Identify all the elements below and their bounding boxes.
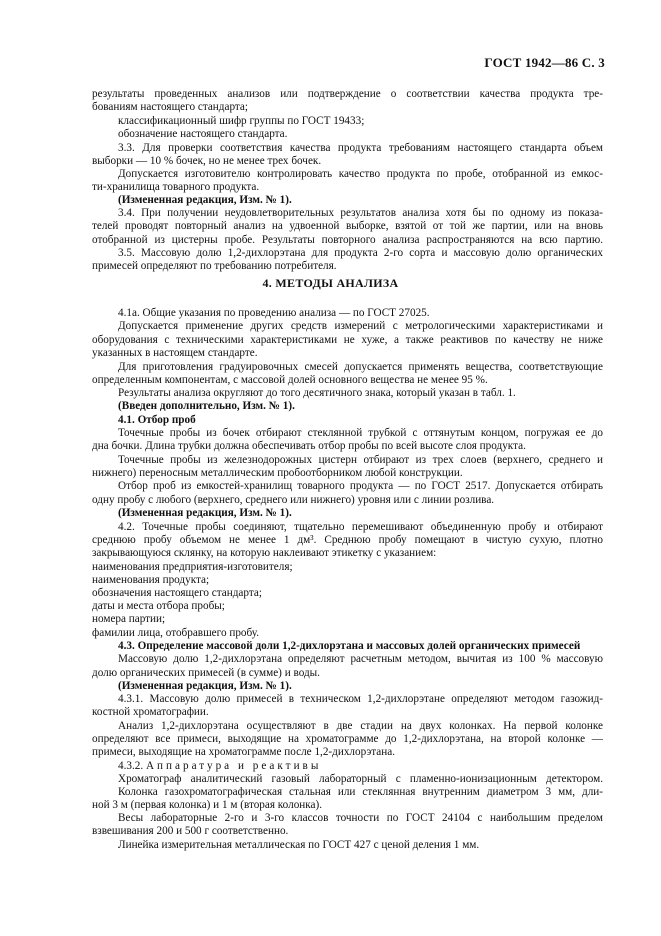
text-line: отобранной из цистерны пробе. Результаты повторного анализа распространяются на всю партию. [92, 234, 603, 246]
text-line: 4.1а. Общие указания по проведению анализа — по ГОСТ 27025. [118, 307, 430, 319]
text-line: закрывающуюся склянку, на которую наклеивают этикетку с указанием: [92, 547, 437, 559]
text-line: костной хроматографии. [92, 706, 209, 718]
text-line: Допускается изготовителю контролировать качество продукта по пробе, отобранной из емкос- [118, 168, 603, 180]
text-line: даты и места отбора пробы; [92, 600, 225, 612]
text-line: телей проводят повторный анализ на удвоенной выборке, взятой от той же партии, или на вновь [92, 220, 603, 232]
text-line: примеси, выходящие на хроматограмме после 1,2-дихлорэтана. [92, 746, 396, 758]
bold-line: 4.1. Отбор проб [118, 414, 196, 426]
bold-line: (Введен дополнительно, Изм. № 1). [118, 400, 295, 412]
text-line: выборки — 10 % бочек, но не менее трех бочек. [92, 155, 322, 167]
text-line: Точечные пробы из железнодорожных цистерн отбирают из трех слоев (верхнего, среднего и [118, 454, 603, 466]
text-line: 4.2. Точечные пробы соединяют, тщательно перемешивают объединенную пробу и отбирают [118, 521, 603, 533]
text-line: Отбор проб из емкостей-хранилищ товарного продукта — по ГОСТ 2517. Допускается отбирать [118, 480, 603, 492]
text-line: Хроматограф аналитический газовый лабораторный с пламенно-ионизационным детектором. [118, 773, 603, 785]
text-line: Весы лабораторные 2-го и 3-го классов точности по ГОСТ 24104 с наибольшим пределом [118, 812, 603, 824]
page-header: ГОСТ 1942—86 С. 3 [484, 55, 605, 70]
text-line: Допускается применение других средств измерений с метрологическими характеристиками и [118, 320, 603, 332]
bold-line: (Измененная редакция, Изм. № 1). [118, 507, 292, 519]
text-line: нижнего) переносным металлическим пробоотборником любой конструкции. [92, 467, 463, 479]
text-line: указанных в настоящем стандарте. [92, 347, 258, 359]
text-line: обозначение настоящего стандарта. [118, 128, 288, 140]
text-line: результаты проведенных анализов или подтверждение о соответствии качества продукта тре- [92, 88, 603, 100]
text-line: среднюю пробу объемом не менее 1 дм³. Среднюю пробу помещают в чистую сухую, плотно [92, 534, 603, 546]
text-line: Для приготовления градуировочных смесей допускается применять вещества, соответствующие [118, 361, 603, 373]
text-line: 3.3. Для проверки соответствия качества продукта требованиям настоящего стандарта объем [118, 142, 603, 154]
text-line: бованиям настоящего стандарта; [92, 101, 248, 113]
text-line: примесей определяют по требованию потребителя. [92, 260, 337, 272]
text-line: определенным компонентам, с массовой долей основного вещества не менее 95 %. [92, 374, 488, 386]
text-line: ти-хранилища товарного продукта. [92, 181, 260, 193]
text-line: дна бочки. Длина трубки должна обеспечивать отбор пробы по всей высоте слоя продукта. [92, 440, 526, 452]
text-line: Результаты анализа округляют до того десятичного знака, который указан в табл. 1. [118, 387, 516, 399]
bold-line: 4.3. Определение массовой доли 1,2-дихлорэтана и массовых долей органических примесей [118, 640, 581, 652]
text-line: одну пробу с любого (верхнего, среднего или нижнего) уровня или с линии розлива. [92, 494, 495, 506]
text-line: ной 3 м (первая колонка) и 1 м (вторая колонка). [92, 799, 323, 811]
text-line: 4.3.1. Массовую долю примесей в техническом 1,2-дихлорэтане определяют методом газожид- [118, 693, 603, 705]
text-line: оборудования с техническими характеристиками не хуже, а также реактивов по качеству не ниже [92, 334, 603, 346]
text-line: Колонка газохроматографическая стальная или стеклянная внутренним диаметром 3 мм, дли- [118, 786, 603, 798]
text-line: 4.3.2. Аппаратура и реактивы [118, 760, 322, 772]
text-line: номера партии; [92, 613, 166, 625]
text-line: наименования предприятия-изготовителя; [92, 561, 293, 573]
text-line: долю органических примесей (в сумме) и воды. [92, 667, 320, 679]
section-heading: 4. МЕТОДЫ АНАЛИЗА [262, 276, 399, 290]
text-line: фамилии лица, отобравшего пробу. [92, 627, 260, 639]
text-line: взвешивания 200 и 500 г соответственно. [92, 825, 289, 837]
text-line: Анализ 1,2-дихлорэтана осуществляют в две стадии на двух колонках. На первой колонке [118, 720, 603, 732]
bold-line: (Измененная редакция, Изм. № 1). [118, 194, 292, 206]
text-line: Точечные пробы из бочек отбирают стеклянной трубкой с оттянутым концом, погружая ее до [118, 427, 603, 439]
text-line: обозначения настоящего стандарта; [92, 587, 262, 599]
text-line: определяют все примеси, выходящие на хроматограмме до 1,2-дихлорэтана, на второй колонке — [92, 733, 603, 745]
bold-line: (Измененная редакция, Изм. № 1). [118, 680, 292, 692]
text-line: 3.5. Массовую долю 1,2-дихлорэтана для продукта 2-го сорта и массовую долю органических [118, 247, 603, 259]
text-line: наименования продукта; [92, 574, 210, 586]
text-line: Линейка измерительная металлическая по ГОСТ 427 с ценой деления 1 мм. [118, 839, 480, 851]
text-line: классификационный шифр группы по ГОСТ 19433; [118, 115, 365, 127]
text-line: Массовую долю 1,2-дихлорэтана определяют расчетным методом, вычитая из 100 % массовую [118, 653, 603, 665]
text-line: 3.4. При получении неудовлетворительных результатов анализа хотя бы по одному из показа- [118, 207, 603, 219]
